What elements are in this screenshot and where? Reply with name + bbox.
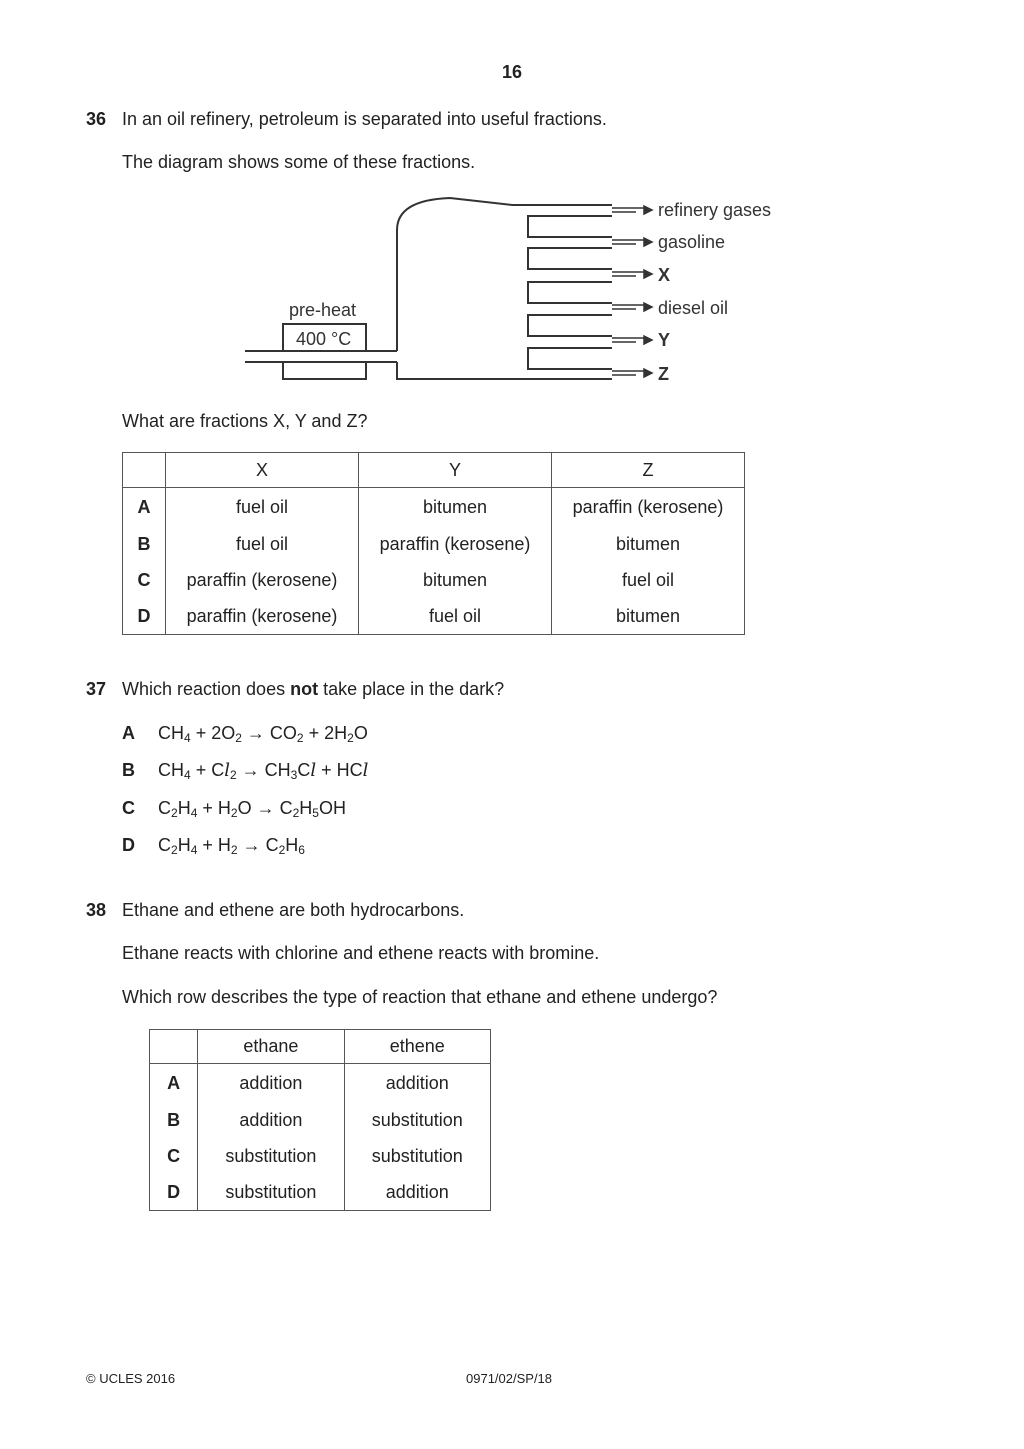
- column-top: [397, 198, 512, 351]
- emphasis-not: not: [290, 679, 319, 699]
- table-header-cell: ethene: [344, 1030, 490, 1064]
- table-cell: fuel oil: [166, 527, 359, 563]
- option-letter: D: [122, 835, 135, 855]
- question-36-text: In an oil refinery, petroleum is separated into useful fractions.: [122, 109, 607, 129]
- table-row: [150, 1103, 491, 1139]
- table-cell: addition: [344, 1064, 490, 1103]
- table-cell: addition: [344, 1175, 490, 1211]
- column-bottom: [397, 362, 612, 379]
- table-cell: substitution: [198, 1139, 344, 1175]
- table-cell: fuel oil: [166, 488, 359, 527]
- table-header-cell: X: [166, 453, 359, 488]
- row-letter: C: [123, 563, 166, 599]
- table-row: [123, 599, 745, 635]
- fractionating-column-diagram: [0, 0, 1024, 400]
- table-header-cell: ethane: [198, 1030, 344, 1064]
- table-row: [150, 1064, 491, 1103]
- table-cell: bitumen: [359, 488, 552, 527]
- table-row: [150, 1175, 491, 1211]
- row-letter: B: [150, 1103, 198, 1139]
- table-row: [123, 527, 745, 563]
- row-letter: D: [123, 599, 166, 635]
- question-36-prompt: What are fractions X, Y and Z?: [122, 411, 368, 431]
- output-label-gasoline: gasoline: [658, 232, 726, 252]
- option-letter: A: [122, 723, 135, 743]
- table-cell: fuel oil: [552, 563, 745, 599]
- output-label-x: X: [658, 265, 671, 285]
- table-cell: paraffin (kerosene): [166, 563, 359, 599]
- table-row: [150, 1139, 491, 1175]
- option-equation-b: $CH_4 + Cl_2 \to CH_3Cl$ + HCl: [158, 760, 369, 782]
- output-label-z: Z: [658, 364, 669, 384]
- table-cell: paraffin (kerosene): [166, 599, 359, 635]
- table-header-cell: [123, 453, 166, 488]
- question-38-answer-table: [149, 1029, 491, 1211]
- table-row: [123, 563, 745, 599]
- table-cell: substitution: [344, 1139, 490, 1175]
- option-letter: B: [122, 760, 135, 780]
- question-36-number: 36: [86, 109, 107, 129]
- table-cell: paraffin (kerosene): [552, 488, 745, 527]
- output-label-y: Y: [658, 330, 671, 350]
- table-header-cell: [150, 1030, 198, 1064]
- option-equation-d: $C_2H_4 + H_2 \to C_2H_6$: [158, 835, 305, 857]
- question-37-text: Which reaction does not take place in the dark?: [122, 679, 505, 699]
- question-38-prompt: Which row describes the type of reaction that ethane and ethene undergo?: [122, 987, 718, 1007]
- table-cell: bitumen: [359, 563, 552, 599]
- question-37-number: 37: [86, 679, 107, 699]
- row-letter: C: [150, 1139, 198, 1175]
- row-letter: A: [123, 488, 166, 527]
- preheat-label: pre-heat: [289, 300, 357, 320]
- table-header-cell: Z: [552, 453, 745, 488]
- row-letter: A: [150, 1064, 198, 1103]
- table-cell: addition: [198, 1064, 344, 1103]
- furnace-lower-box: [283, 362, 366, 379]
- table-row: [123, 488, 745, 527]
- table-header-cell: Y: [359, 453, 552, 488]
- table-cell: paraffin (kerosene): [359, 527, 552, 563]
- row-letter: D: [150, 1175, 198, 1211]
- table-cell: addition: [198, 1103, 344, 1139]
- question-36-subtext: The diagram shows some of these fractions.: [122, 152, 476, 172]
- question-38-number: 38: [86, 900, 107, 920]
- output-label-diesel-oil: diesel oil: [658, 298, 729, 318]
- table-cell: substitution: [198, 1175, 344, 1211]
- footer-copyright: © UCLES 2016: [86, 1371, 176, 1386]
- footer-paper-code: 0971/02/SP/18: [466, 1371, 553, 1386]
- option-equation-a: $CH_4 + 2O_2 \to CO_2 + 2H_2O$: [158, 723, 368, 745]
- table-cell: fuel oil: [359, 599, 552, 635]
- temperature-label: 400 °C: [296, 329, 352, 349]
- output-label-refinery-gases: refinery gases: [658, 200, 772, 220]
- option-equation-c: $C_2H_4 + H_2O \to C_2H_5OH$: [158, 798, 346, 820]
- table-cell: bitumen: [552, 599, 745, 635]
- table-cell: bitumen: [552, 527, 745, 563]
- question-38-subtext: Ethane reacts with chlorine and ethene reacts with bromine.: [122, 943, 600, 963]
- question-36-answer-table: [122, 452, 745, 635]
- page-number: 16: [501, 62, 523, 82]
- row-letter: B: [123, 527, 166, 563]
- option-letter: C: [122, 798, 135, 818]
- table-cell: substitution: [344, 1103, 490, 1139]
- question-38-text: Ethane and ethene are both hydrocarbons.: [122, 900, 465, 920]
